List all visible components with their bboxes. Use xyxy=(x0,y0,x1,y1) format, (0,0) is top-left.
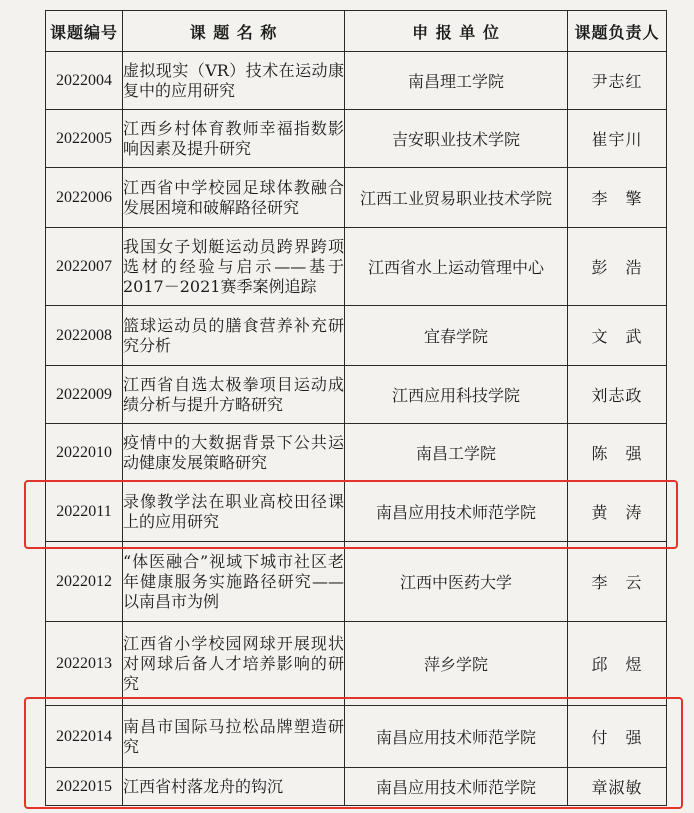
table-row xyxy=(46,110,667,168)
project-leader: 刘志政 xyxy=(568,366,667,424)
project-code: 2022006 xyxy=(46,168,123,228)
project-code: 2022008 xyxy=(46,306,123,366)
project-leader: 陈 强 xyxy=(568,424,667,482)
applying-unit: 南昌应用技术师范学院 xyxy=(345,706,568,768)
table-row xyxy=(46,622,667,706)
project-title: 南昌市国际马拉松品牌塑造研究 xyxy=(123,706,345,768)
project-leader: 彭 浩 xyxy=(568,228,667,306)
applying-unit: 吉安职业技术学院 xyxy=(345,110,568,168)
project-leader: 章淑敏 xyxy=(568,768,667,806)
table-row xyxy=(46,768,667,806)
applying-unit: 南昌工学院 xyxy=(345,424,568,482)
table-row xyxy=(46,542,667,622)
project-leader: 黄 涛 xyxy=(568,482,667,542)
project-title: 疫情中的大数据背景下公共运动健康发展策略研究 xyxy=(123,424,345,482)
project-title: 篮球运动员的膳食营养补充研究分析 xyxy=(123,306,345,366)
applying-unit: 江西工业贸易职业技术学院 xyxy=(345,168,568,228)
applying-unit: 南昌应用技术师范学院 xyxy=(345,768,568,806)
table-row xyxy=(46,168,667,228)
project-leader: 尹志红 xyxy=(568,52,667,110)
project-title: “体医融合”视域下城市社区老年健康服务实施路径研究——以南昌市为例 xyxy=(123,542,345,622)
header-project-name: 课 题 名 称 xyxy=(123,11,345,52)
project-code: 2022005 xyxy=(46,110,123,168)
applying-unit: 南昌理工学院 xyxy=(345,52,568,110)
project-code: 2022011 xyxy=(46,482,123,542)
project-code: 2022009 xyxy=(46,366,123,424)
project-code: 2022014 xyxy=(46,706,123,768)
table-row xyxy=(46,228,667,306)
project-leader: 李 云 xyxy=(568,542,667,622)
project-leader: 文 武 xyxy=(568,306,667,366)
project-title: 虚拟现实（VR）技术在运动康复中的应用研究 xyxy=(123,52,345,110)
table-row xyxy=(46,306,667,366)
project-code: 2022007 xyxy=(46,228,123,306)
applying-unit: 南昌应用技术师范学院 xyxy=(345,482,568,542)
project-title: 江西省小学校园网球开展现状对网球后备人才培养影响的研究 xyxy=(123,622,345,706)
project-leader: 李 擎 xyxy=(568,168,667,228)
project-leader: 邱 煜 xyxy=(568,622,667,706)
table-row xyxy=(46,52,667,110)
applying-unit: 江西省水上运动管理中心 xyxy=(345,228,568,306)
table-row xyxy=(46,424,667,482)
project-leader: 付 强 xyxy=(568,706,667,768)
applying-unit: 江西中医药大学 xyxy=(345,542,568,622)
project-code: 2022015 xyxy=(46,768,123,806)
table-header-row xyxy=(46,11,667,52)
project-table xyxy=(45,10,667,806)
header-project-leader: 课题负责人 xyxy=(568,11,667,52)
project-title: 江西乡村体育教师幸福指数影响因素及提升研究 xyxy=(123,110,345,168)
header-applying-unit: 申 报 单 位 xyxy=(345,11,568,52)
table-row xyxy=(46,366,667,424)
applying-unit: 萍乡学院 xyxy=(345,622,568,706)
header-project-code: 课题编号 xyxy=(46,11,123,52)
project-code: 2022013 xyxy=(46,622,123,706)
applying-unit: 宜春学院 xyxy=(345,306,568,366)
table-row xyxy=(46,482,667,542)
project-title: 江西省中学校园足球体教融合发展困境和破解路径研究 xyxy=(123,168,345,228)
project-title: 录像教学法在职业高校田径课上的应用研究 xyxy=(123,482,345,542)
project-leader: 崔宇川 xyxy=(568,110,667,168)
project-code: 2022010 xyxy=(46,424,123,482)
project-title: 江西省自选太极拳项目运动成绩分析与提升方略研究 xyxy=(123,366,345,424)
project-code: 2022004 xyxy=(46,52,123,110)
project-title: 我国女子划艇运动员跨界跨项选材的经验与启示——基于2017－2021赛季案例追踪 xyxy=(123,228,345,306)
project-title: 江西省村落龙舟的钩沉 xyxy=(123,768,345,806)
applying-unit: 江西应用科技学院 xyxy=(345,366,568,424)
table-row xyxy=(46,706,667,768)
project-code: 2022012 xyxy=(46,542,123,622)
